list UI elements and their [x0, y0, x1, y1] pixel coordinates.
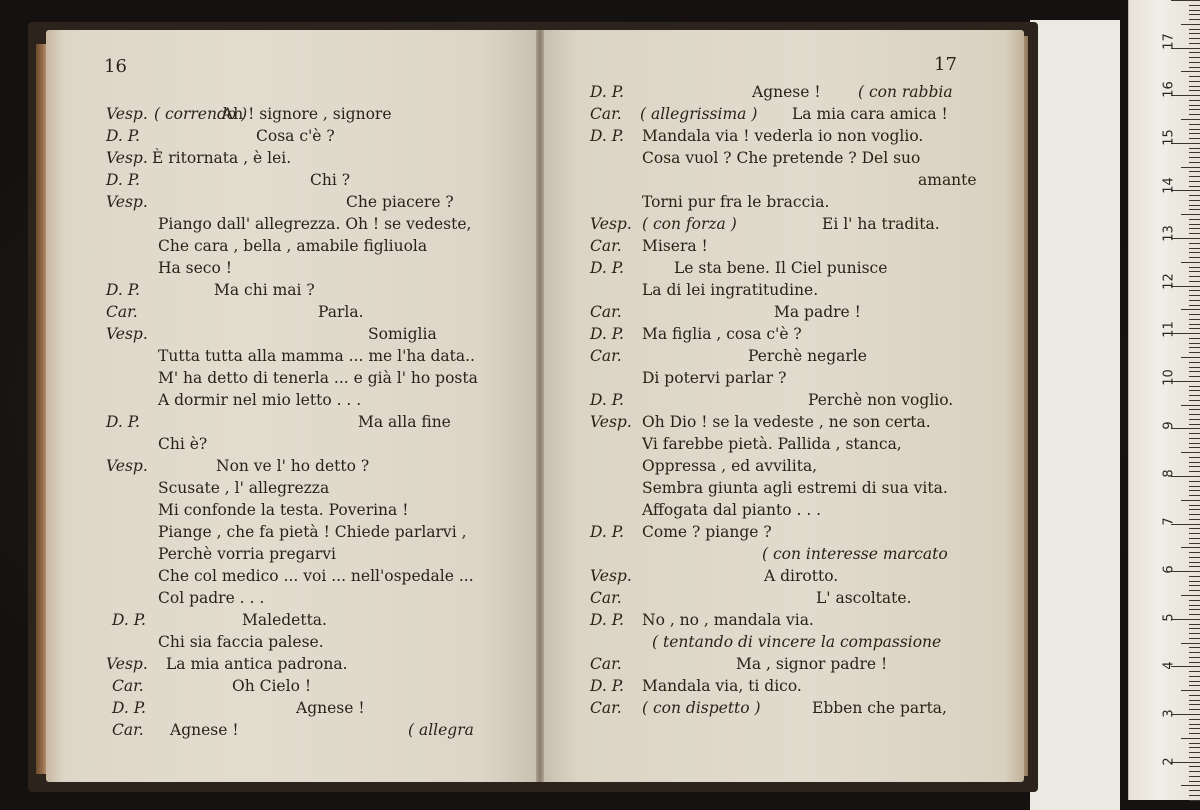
ruler-tick	[1189, 395, 1200, 396]
ruler-label: 3	[1161, 709, 1177, 718]
ruler-tick	[1189, 129, 1200, 130]
ruler-tick	[1189, 67, 1200, 68]
ruler-tick	[1181, 357, 1200, 358]
left-page	[46, 30, 540, 782]
dialogue-line: Piango dall' allegrezza. Oh ! se vedeste,	[158, 215, 472, 233]
ruler-tick	[1189, 224, 1200, 225]
speaker-label: Car.	[590, 303, 622, 321]
ruler-tick	[1189, 109, 1200, 110]
stage-direction: ( con rabbia	[858, 83, 953, 101]
left-page-number: 16	[104, 56, 127, 77]
ruler-tick	[1189, 424, 1200, 425]
speaker-label: D. P.	[112, 699, 146, 717]
ruler-tick	[1189, 390, 1200, 391]
ruler-tick	[1189, 200, 1200, 201]
stage-direction: ( allegrissima )	[640, 105, 758, 123]
dialogue-line: Oppressa , ed avvilita,	[642, 457, 818, 475]
ruler-tick	[1189, 776, 1200, 777]
dialogue-line: Cosa c'è ?	[256, 127, 335, 145]
ruler-tick	[1189, 790, 1200, 791]
ruler-tick	[1189, 367, 1200, 368]
dialogue-line: Piange , che fa pietà ! Chiede parlarvi ,	[158, 523, 467, 541]
ruler-tick	[1189, 81, 1200, 82]
ruler-tick	[1189, 176, 1200, 177]
ruler-tick	[1189, 157, 1200, 158]
ruler-tick	[1189, 505, 1200, 506]
stage-direction: ( allegra	[408, 721, 474, 739]
ruler-tick	[1189, 76, 1200, 77]
dialogue-line: La mia cara amica !	[792, 105, 948, 123]
ruler-tick	[1189, 352, 1200, 353]
speaker-label: D. P.	[590, 83, 624, 101]
speaker-label: Car.	[590, 589, 622, 607]
speaker-label: D. P.	[590, 127, 624, 145]
ruler-tick	[1189, 752, 1200, 753]
ruler-tick	[1189, 271, 1200, 272]
ruler-label: 17	[1161, 33, 1177, 50]
dialogue-line: Agnese !	[752, 83, 821, 101]
dialogue-line: Oh Cielo !	[232, 677, 312, 695]
ruler-tick	[1189, 319, 1200, 320]
ruler-tick	[1189, 162, 1200, 163]
measuring-ruler	[1128, 0, 1200, 800]
ruler-tick	[1189, 605, 1200, 606]
ruler-tick	[1189, 338, 1200, 339]
ruler-tick	[1189, 257, 1200, 258]
dialogue-line: Come ? piange ?	[642, 523, 772, 541]
ruler-tick	[1189, 562, 1200, 563]
ruler-tick	[1189, 495, 1200, 496]
dialogue-line: Vi farebbe pietà. Pallida , stanca,	[642, 435, 902, 453]
dialogue-line: Ma chi mai ?	[214, 281, 315, 299]
speaker-label: Car.	[112, 721, 144, 739]
ruler-tick	[1181, 119, 1200, 120]
ruler-label: 4	[1161, 661, 1177, 670]
dialogue-line: Perchè non voglio.	[808, 391, 954, 409]
dialogue-line: Somiglia	[368, 325, 437, 343]
ruler-tick	[1189, 57, 1200, 58]
ruler-tick	[1181, 24, 1200, 25]
ruler-tick	[1189, 362, 1200, 363]
ruler-tick	[1189, 52, 1200, 53]
ruler-tick	[1189, 209, 1200, 210]
speaker-label: D. P.	[590, 611, 624, 629]
ruler-tick	[1189, 533, 1200, 534]
ruler-label: 5	[1161, 613, 1177, 622]
stage-direction: ( con forza )	[642, 215, 737, 233]
ruler-tick	[1189, 528, 1200, 529]
ruler-tick	[1189, 419, 1200, 420]
ruler-tick	[1181, 643, 1200, 644]
ruler-tick	[1189, 305, 1200, 306]
ruler-tick	[1189, 681, 1200, 682]
ruler-tick	[1189, 695, 1200, 696]
ruler-tick	[1189, 628, 1200, 629]
stage-direction: ( correndo )	[154, 105, 248, 123]
ruler-label: 13	[1161, 225, 1177, 242]
ruler-tick	[1189, 295, 1200, 296]
dialogue-line: Chi è?	[158, 435, 208, 453]
ruler-label: 9	[1161, 421, 1177, 430]
ruler-tick	[1189, 609, 1200, 610]
book-gutter	[536, 30, 544, 782]
speaker-label: D. P.	[590, 677, 624, 695]
ruler-tick	[1189, 38, 1200, 39]
dialogue-line: Che col medico ... voi ... nell'ospedale ...	[158, 567, 474, 585]
ruler-tick	[1189, 43, 1200, 44]
ruler-tick	[1189, 724, 1200, 725]
dialogue-line: Di potervi parlar ?	[642, 369, 787, 387]
dialogue-line: Ma alla fine	[358, 413, 451, 431]
ruler-tick	[1189, 719, 1200, 720]
speaker-label: Car.	[590, 347, 622, 365]
dialogue-line: Mandala via ! vederla io non voglio.	[642, 127, 924, 145]
ruler-label: 7	[1161, 517, 1177, 526]
speaker-label: Vesp.	[590, 567, 632, 585]
speaker-label: Vesp.	[106, 457, 148, 475]
dialogue-line: Scusate , l' allegrezza	[158, 479, 330, 497]
ruler-tick	[1189, 219, 1200, 220]
ruler-tick	[1189, 671, 1200, 672]
ruler-tick	[1189, 252, 1200, 253]
speaker-label: D. P.	[106, 171, 140, 189]
ruler-tick	[1189, 105, 1200, 106]
ruler-label: 6	[1161, 565, 1177, 574]
ruler-tick	[1189, 400, 1200, 401]
speaker-label: D. P.	[106, 127, 140, 145]
ruler-tick	[1181, 167, 1200, 168]
ruler-tick	[1189, 471, 1200, 472]
ruler-tick	[1181, 309, 1200, 310]
ruler-tick	[1181, 71, 1200, 72]
ruler-tick	[1189, 509, 1200, 510]
speaker-label: D. P.	[590, 391, 624, 409]
ruler-tick	[1189, 486, 1200, 487]
speaker-label: Car.	[590, 699, 622, 717]
ruler-tick	[1189, 600, 1200, 601]
stage-direction: ( con interesse marcato	[762, 545, 948, 563]
dialogue-line: Misera !	[642, 237, 708, 255]
ruler-tick	[1189, 466, 1200, 467]
ruler-label: 11	[1161, 321, 1177, 338]
ruler-tick	[1189, 704, 1200, 705]
dialogue-line: Agnese !	[296, 699, 365, 717]
dialogue-line: M' ha detto di tenerla ... e già l' ho posta	[158, 369, 478, 387]
ruler-tick	[1181, 452, 1200, 453]
dialogue-line: L' ascoltate.	[816, 589, 912, 607]
ruler-tick	[1189, 138, 1200, 139]
ruler-tick	[1189, 409, 1200, 410]
ruler-tick	[1181, 405, 1200, 406]
dialogue-line: Torni pur fra le braccia.	[642, 193, 830, 211]
ruler-tick	[1189, 5, 1200, 6]
dialogue-line: Mi confonde la testa. Poverina !	[158, 501, 409, 519]
ruler-tick	[1189, 376, 1200, 377]
dialogue-line: Cosa vuol ? Che pretende ? Del suo	[642, 149, 921, 167]
speaker-label: Vesp.	[106, 193, 148, 211]
dialogue-line: Mandala via, ti dico.	[642, 677, 802, 695]
dialogue-line: Oh Dio ! se la vedeste , ne son certa.	[642, 413, 931, 431]
ruler-tick	[1181, 690, 1200, 691]
ruler-tick	[1189, 205, 1200, 206]
ruler-tick	[1189, 685, 1200, 686]
right-page	[540, 30, 1024, 782]
ruler-tick	[1189, 519, 1200, 520]
ruler-tick	[1189, 652, 1200, 653]
dialogue-line: Ah ! signore , signore	[222, 105, 392, 123]
ruler-tick	[1189, 438, 1200, 439]
speaker-label: D. P.	[590, 325, 624, 343]
ruler-label: 8	[1161, 469, 1177, 478]
ruler-tick	[1189, 462, 1200, 463]
ruler-tick	[1189, 552, 1200, 553]
ruler-tick	[1189, 614, 1200, 615]
dialogue-line: Perchè negarle	[748, 347, 867, 365]
ruler-tick	[1181, 785, 1200, 786]
ruler-tick	[1181, 738, 1200, 739]
dialogue-line: Ma padre !	[774, 303, 861, 321]
dialogue-line: A dirotto.	[764, 567, 839, 585]
ruler-tick	[1181, 595, 1200, 596]
ruler-tick	[1189, 314, 1200, 315]
ruler-tick	[1189, 709, 1200, 710]
speaker-label: Car.	[590, 655, 622, 673]
dialogue-line: Ha seco !	[158, 259, 232, 277]
speaker-label: Vesp.	[590, 413, 632, 431]
dialogue-line: Ei l' ha tradita.	[822, 215, 940, 233]
ruler-tick	[1189, 33, 1200, 34]
dialogue-line: Che cara , bella , amabile figliuola	[158, 237, 428, 255]
ruler-tick	[1189, 281, 1200, 282]
ruler-tick	[1181, 500, 1200, 501]
dialogue-line: amante	[918, 171, 977, 189]
ruler-tick	[1189, 647, 1200, 648]
ruler-tick	[1189, 171, 1200, 172]
dialogue-line: Che piacere ?	[346, 193, 454, 211]
ruler-tick	[1189, 771, 1200, 772]
ruler-tick	[1189, 733, 1200, 734]
ruler-tick	[1189, 290, 1200, 291]
ruler-label: 10	[1161, 369, 1177, 386]
ruler-tick	[1189, 638, 1200, 639]
ruler-tick	[1189, 447, 1200, 448]
ruler-tick	[1189, 747, 1200, 748]
dialogue-line: La di lei ingratitudine.	[642, 281, 819, 299]
dialogue-line: A dormir nel mio letto . . .	[158, 391, 362, 409]
speaker-label: D. P.	[590, 259, 624, 277]
ruler-tick	[1189, 29, 1200, 30]
ruler-tick	[1189, 386, 1200, 387]
ruler-tick	[1189, 181, 1200, 182]
ruler-tick	[1189, 728, 1200, 729]
dialogue-line: Affogata dal pianto . . .	[642, 501, 822, 519]
ruler-label: 16	[1161, 81, 1177, 98]
ruler-tick	[1189, 86, 1200, 87]
ruler-tick	[1189, 347, 1200, 348]
speaker-label: D. P.	[590, 523, 624, 541]
ruler-tick	[1189, 657, 1200, 658]
ruler-tick	[1181, 262, 1200, 263]
ruler-tick	[1189, 676, 1200, 677]
ruler-tick	[1189, 743, 1200, 744]
speaker-label: Car.	[112, 677, 144, 695]
dialogue-line: Chi sia faccia palese.	[158, 633, 324, 651]
ruler-tick	[1189, 700, 1200, 701]
ruler-tick	[1189, 248, 1200, 249]
dialogue-line: La mia antica padrona.	[166, 655, 348, 673]
ruler-label: 2	[1161, 757, 1177, 766]
ruler-tick	[1189, 343, 1200, 344]
ruler-tick	[1189, 186, 1200, 187]
ruler-tick	[1189, 538, 1200, 539]
ruler-tick	[1189, 324, 1200, 325]
speaker-label: Vesp.	[106, 655, 148, 673]
ruler-tick	[1189, 557, 1200, 558]
right-page-number: 17	[934, 54, 957, 75]
ruler-tick	[1189, 590, 1200, 591]
ruler-tick	[1171, 0, 1200, 1]
stage-direction: ( tentando di vincere la compassione	[652, 633, 942, 651]
speaker-label: Car.	[106, 303, 138, 321]
speaker-label: D. P.	[112, 611, 146, 629]
speaker-label: Vesp.	[106, 149, 148, 167]
ruler-tick	[1189, 481, 1200, 482]
ruler-tick	[1189, 766, 1200, 767]
ruler-tick	[1189, 243, 1200, 244]
ruler-tick	[1189, 228, 1200, 229]
stage-direction: ( con dispetto )	[642, 699, 761, 717]
ruler-tick	[1189, 90, 1200, 91]
ruler-tick	[1189, 662, 1200, 663]
ruler-tick	[1189, 100, 1200, 101]
ruler-tick	[1189, 124, 1200, 125]
ruler-tick	[1189, 195, 1200, 196]
dialogue-line: Le sta bene. Il Ciel punisce	[674, 259, 888, 277]
dialogue-line: Tutta tutta alla mamma ... me l'ha data..	[158, 347, 475, 365]
dialogue-line: Ma figlia , cosa c'è ?	[642, 325, 802, 343]
ruler-tick	[1181, 547, 1200, 548]
speaker-label: Car.	[590, 237, 622, 255]
ruler-tick	[1181, 214, 1200, 215]
ruler-tick	[1189, 543, 1200, 544]
dialogue-line: No , no , mandala via.	[642, 611, 814, 629]
ruler-tick	[1189, 581, 1200, 582]
ruler-tick	[1189, 795, 1200, 796]
ruler-tick	[1189, 624, 1200, 625]
speaker-label: D. P.	[106, 413, 140, 431]
dialogue-line: Ma , signor padre !	[736, 655, 888, 673]
ruler-tick	[1189, 414, 1200, 415]
dialogue-line: Sembra giunta agli estremi di sua vita.	[642, 479, 948, 497]
ruler-tick	[1189, 233, 1200, 234]
ruler-tick	[1189, 267, 1200, 268]
ruler-tick	[1189, 585, 1200, 586]
ruler-tick	[1189, 576, 1200, 577]
ruler-tick	[1189, 328, 1200, 329]
ruler-tick	[1189, 62, 1200, 63]
ruler-tick	[1189, 19, 1200, 20]
dialogue-line: Perchè vorria pregarvi	[158, 545, 336, 563]
dialogue-line: Maledetta.	[242, 611, 327, 629]
ruler-tick	[1189, 152, 1200, 153]
ruler-tick	[1189, 148, 1200, 149]
ruler-tick	[1189, 566, 1200, 567]
ruler-label: 12	[1161, 273, 1177, 290]
dialogue-line: Ebben che parta,	[812, 699, 947, 717]
dialogue-line: Chi ?	[310, 171, 351, 189]
white-backing-card	[1030, 20, 1120, 810]
ruler-tick	[1189, 10, 1200, 11]
ruler-tick	[1189, 781, 1200, 782]
dialogue-line: Parla.	[318, 303, 364, 321]
ruler-tick	[1189, 133, 1200, 134]
ruler-tick	[1189, 490, 1200, 491]
ruler-tick	[1189, 114, 1200, 115]
ruler-label: 14	[1161, 177, 1177, 194]
ruler-tick	[1189, 457, 1200, 458]
dialogue-line: Col padre . . .	[158, 589, 265, 607]
ruler-tick	[1189, 14, 1200, 15]
ruler-tick	[1189, 300, 1200, 301]
ruler-label: 15	[1161, 129, 1177, 146]
speaker-label: D. P.	[106, 281, 140, 299]
dialogue-line: È ritornata , è lei.	[152, 149, 292, 167]
dialogue-line: Non ve l' ho detto ?	[216, 457, 370, 475]
speaker-label: Car.	[590, 105, 622, 123]
ruler-tick	[1189, 757, 1200, 758]
speaker-label: Vesp.	[106, 105, 148, 123]
ruler-tick	[1189, 371, 1200, 372]
ruler-tick	[1189, 433, 1200, 434]
ruler-tick	[1189, 514, 1200, 515]
speaker-label: Vesp.	[106, 325, 148, 343]
speaker-label: Vesp.	[590, 215, 632, 233]
ruler-tick	[1189, 276, 1200, 277]
ruler-tick	[1189, 633, 1200, 634]
ruler-tick	[1189, 443, 1200, 444]
dialogue-line: Agnese !	[170, 721, 239, 739]
